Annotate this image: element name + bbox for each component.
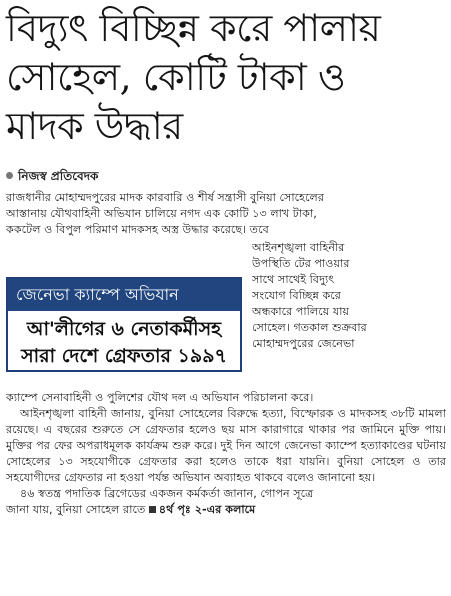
byline-text: নিজস্ব প্রতিবেদক xyxy=(18,169,99,183)
after-column-line: ক্যাম্পে সেনাবাহিনী ও পুলিশের যৌথ দল এ অভিযান পরিচালনা করে। xyxy=(6,391,314,404)
paragraph-3-line-1: ৪৬ স্বতন্ত্র পদাতিক ব্রিগেডের একজন কর্মকর্তা জানান, গোপন সূত্রে xyxy=(20,487,314,500)
headline-line-3: মাদক উদ্ধার xyxy=(6,104,183,148)
inset-heading: জেনেভা ক্যাম্পে অভিযান xyxy=(8,279,240,311)
paragraph-2: আইনশৃঙ্খলা বাহিনী জানায়, বুনিয়া সোহেলের বিরুদ্ধে হত্যা, বিস্ফোরক ও মাদকসহ ৩৮টি মামলা রয়েছে। এ বছরের শুরুতে সে গ্রেফতার হলেও ছয় মাস কারাগারে থাকার পর জামিনে মুক্তি পায়। মুক্তির পর ফের অপরাধমূলক কার্যক্রম শুরু করে। দুই দিন আগে জেনেভা ক্যাম্পে হত্যাকাণ্ডের ঘটনায় সোহেলের ১৩ সহযোগীকে গ্রেফতার করা হলেও তাকে ধরা যায়নি। বুনিয়া সোহেল ও তার সহযোগীদের গ্রেফতার না হওয়া পর্যন্ত অভিযান অব্যাহত থাকবে বলেও জানানো হয়। xyxy=(6,407,446,484)
right-col-line-4: সংযোগ বিচ্ছিন্ন করে xyxy=(252,289,341,302)
continued-text: ৪র্থ পৃঃ ২-এর কলামে xyxy=(158,503,256,516)
headline-line-2: সোহেল, কোটি টাকা ও xyxy=(6,55,346,99)
right-col-line-5: অন্ধকারে পালিয়ে যায় xyxy=(252,305,350,318)
headline-line-1: বিদ্যুৎ বিচ্ছিন্ন করে পালায় xyxy=(6,6,381,50)
right-col-line-3: সাথে সাথেই বিদ্যুৎ xyxy=(252,273,335,286)
intro-line-2: আস্তানায় যৌথবাহিনী অভিযান চালিয়ে নগদ এক কোটি ১৩ লাখ টাকা, xyxy=(6,207,317,220)
bullet-dot-icon xyxy=(6,172,13,179)
right-col-line-2: উপস্থিতি টের পাওয়ার xyxy=(252,257,350,270)
intro-line-3: ককটেল ও বিপুল পরিমাণ মাদকসহ অস্ত্র উদ্ধার করেছে। তবে xyxy=(6,223,269,236)
body-text xyxy=(6,390,446,518)
continued-note xyxy=(149,503,255,516)
right-col-line-6: সোহেল। গতকাল শুক্রবার xyxy=(252,321,367,334)
square-bullet-icon xyxy=(149,506,156,513)
inset-box xyxy=(6,277,242,372)
paragraph-3-text: জানা যায়, বুনিয়া সোহেল রাতে xyxy=(6,503,146,516)
intro-paragraph xyxy=(6,190,446,238)
headline xyxy=(6,4,446,151)
inset-line-2: সারা দেশে গ্রেফতার ১৯৯৭ xyxy=(21,345,227,367)
right-col-line-7: মোহাম্মদপুরের জেনেভা xyxy=(252,337,355,350)
byline xyxy=(6,168,98,188)
intro-line-1: রাজধানীর মোহাম্মদপুরের মাদক কারবারি ও শীর্ষ সন্ত্রাসী বুনিয়া সোহেলের xyxy=(6,191,324,204)
paragraph-3-line-2 xyxy=(6,502,446,518)
inset-line-1: আ'লীগের ৬ নেতাকর্মীসহ xyxy=(26,318,222,340)
inset-headline xyxy=(8,311,240,370)
right-col-line-1: আইনশৃঙ্খলা বাহিনীর xyxy=(252,241,345,254)
